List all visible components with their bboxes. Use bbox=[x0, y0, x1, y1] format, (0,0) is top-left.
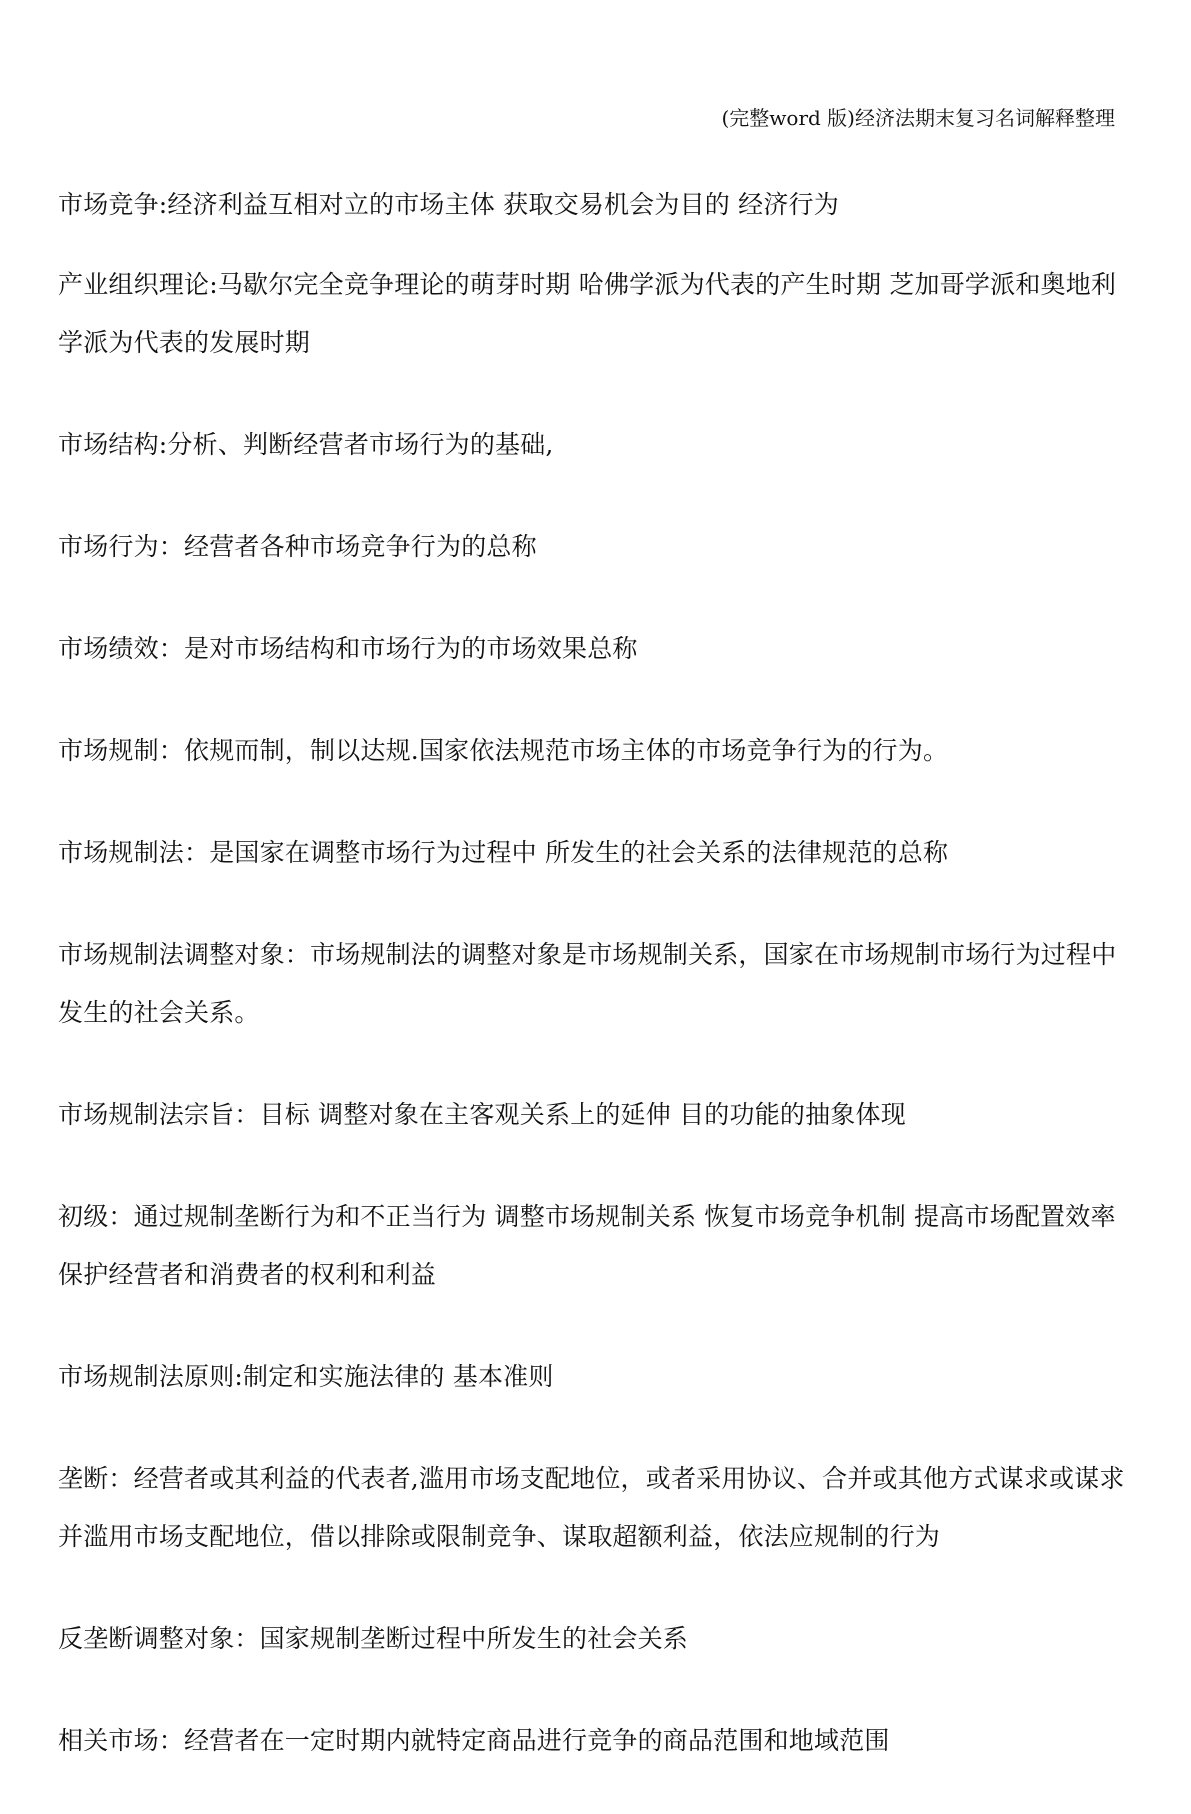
page-header: (完整word 版)经济法期末复习名词解释整理 bbox=[721, 106, 1115, 130]
paragraph: 市场规制：依规而制，制以达规.国家依法规范市场主体的市场竞争行为的行为。 bbox=[58, 736, 949, 765]
document-body bbox=[58, 176, 1138, 1814]
paragraph: 市场结构:分析、判断经营者市场行为的基础, bbox=[58, 430, 554, 459]
paragraph: 产业组织理论:马歇尔完全竞争理论的萌芽时期 哈佛学派为代表的产生时期 芝加哥学派和奥地利学派为代表的发展时期 bbox=[58, 270, 1117, 357]
paragraph: 市场规制法：是国家在调整市场行为过程中 所发生的社会关系的法律规范的总称 bbox=[58, 838, 949, 867]
paragraph: 市场规制法原则:制定和实施法律的 基本准则 bbox=[58, 1362, 554, 1391]
paragraph: 市场规制法调整对象：市场规制法的调整对象是市场规制关系，国家在市场规制市场行为过程中发生的社会关系。 bbox=[58, 940, 1117, 1027]
paragraph: 市场绩效：是对市场结构和市场行为的市场效果总称 bbox=[58, 634, 638, 663]
paragraph: 反垄断调整对象：国家规制垄断过程中所发生的社会关系 bbox=[58, 1624, 689, 1653]
paragraph: 垄断：经营者或其利益的代表者,滥用市场支配地位，或者采用协议、合并或其他方式谋求或谋求并滥用市场支配地位，借以排除或限制竞争、谋取超额利益，依法应规制的行为 bbox=[58, 1464, 1125, 1551]
paragraph: 市场行为：经营者各种市场竞争行为的总称 bbox=[58, 532, 537, 561]
paragraph: 市场竞争:经济利益互相对立的市场主体 获取交易机会为目的 经济行为 bbox=[58, 190, 839, 219]
paragraph: 相关市场：经营者在一定时期内就特定商品进行竞争的商品范围和地域范围 bbox=[58, 1726, 890, 1755]
paragraph: 市场规制法宗旨：目标 调整对象在主客观关系上的延伸 目的功能的抽象体现 bbox=[58, 1100, 906, 1129]
paragraph: 初级：通过规制垄断行为和不正当行为 调整市场规制关系 恢复市场竞争机制 提高市场配置效率 保护经营者和消费者的权利和利益 bbox=[58, 1202, 1116, 1289]
